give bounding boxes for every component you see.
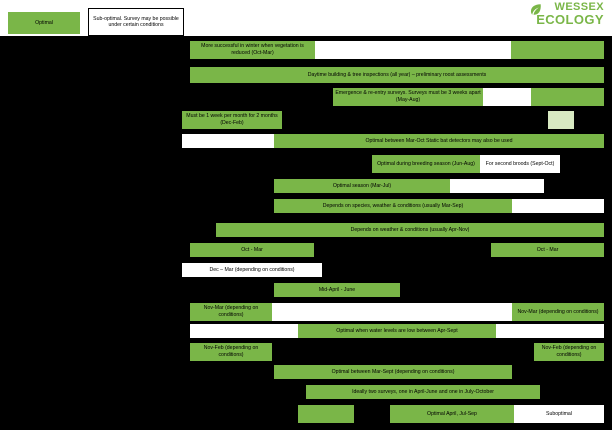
key-suboptimal: Sub-optimal. Survey may be possible under certain conditions <box>88 8 184 36</box>
logo-line-2: ECOLOGY <box>536 12 604 28</box>
timeline-segment: Optimal season (Mar-Jul) <box>274 179 450 193</box>
timeline-segment: Mid-April - June <box>274 283 400 297</box>
timeline-segment: Nov-Feb (depending on conditions) <box>190 343 272 361</box>
timeline-segment: Optimal when water levels are low between Apr-Sept <box>298 324 496 338</box>
timeline-segment: For second broods (Sept-Oct) <box>480 155 560 173</box>
timeline-segment <box>548 111 574 129</box>
logo-line-1: WESSEX <box>554 1 604 13</box>
timeline-segment <box>512 199 604 213</box>
timeline-segment: Optimal between Mar-Oct Static bat detectors may also be used <box>274 134 604 148</box>
timeline-segment: Daytime building & tree inspections (all year) – preliminary roost assessments <box>190 67 604 83</box>
timeline-segment: Oct - Mar <box>190 243 314 257</box>
timeline-segment: Optimal between Mar-Sept (depending on conditions) <box>274 365 512 379</box>
timeline-segment: Emergence & re-entry surveys. Surveys must be 3 weeks apart (May-Aug) <box>333 88 483 106</box>
timeline-segment <box>531 88 604 106</box>
timeline-segment: More successful in winter when vegetation is reduced (Oct-Mar) <box>190 41 315 59</box>
timeline-segment <box>190 324 298 338</box>
wessex-ecology-logo <box>536 2 604 26</box>
timeline-segment <box>272 303 512 321</box>
key-optimal: Optimal <box>8 12 80 34</box>
timeline-segment <box>483 88 531 106</box>
timeline-segment: Nov-Mar (depending on conditions) <box>512 303 604 321</box>
leaf-icon <box>529 3 542 16</box>
timeline-segment: Depends on species, weather & conditions (usually Mar-Sep) <box>274 199 512 213</box>
timeline-segment <box>182 134 274 148</box>
timeline-segment: Nov-Mar (depending on conditions) <box>190 303 272 321</box>
timeline-segment <box>298 405 354 423</box>
timeline-segment: Oct - Mar <box>491 243 604 257</box>
timeline-segment: Must be 1 week per month for 2 months (Dec-Feb) <box>182 111 282 129</box>
timeline-segment: Dec – Mar (depending on conditions) <box>182 263 322 277</box>
timeline-segment <box>450 179 544 193</box>
timeline-segment <box>496 324 604 338</box>
timeline-segment: Ideally two surveys, one in April-June and one in July-October <box>306 385 540 399</box>
timeline-segment: Depends on weather & conditions (usually Apr-Nov) <box>216 223 604 237</box>
timeline-segment: Optimal April, Jul-Sep <box>390 405 514 423</box>
timeline-segment: Nov-Feb (depending on conditions) <box>534 343 604 361</box>
timeline-segment: Optimal during breeding season (Jun-Aug) <box>372 155 480 173</box>
timeline-segment <box>511 41 604 59</box>
timeline-segment: Suboptimal <box>514 405 604 423</box>
timeline-segment <box>315 41 511 59</box>
